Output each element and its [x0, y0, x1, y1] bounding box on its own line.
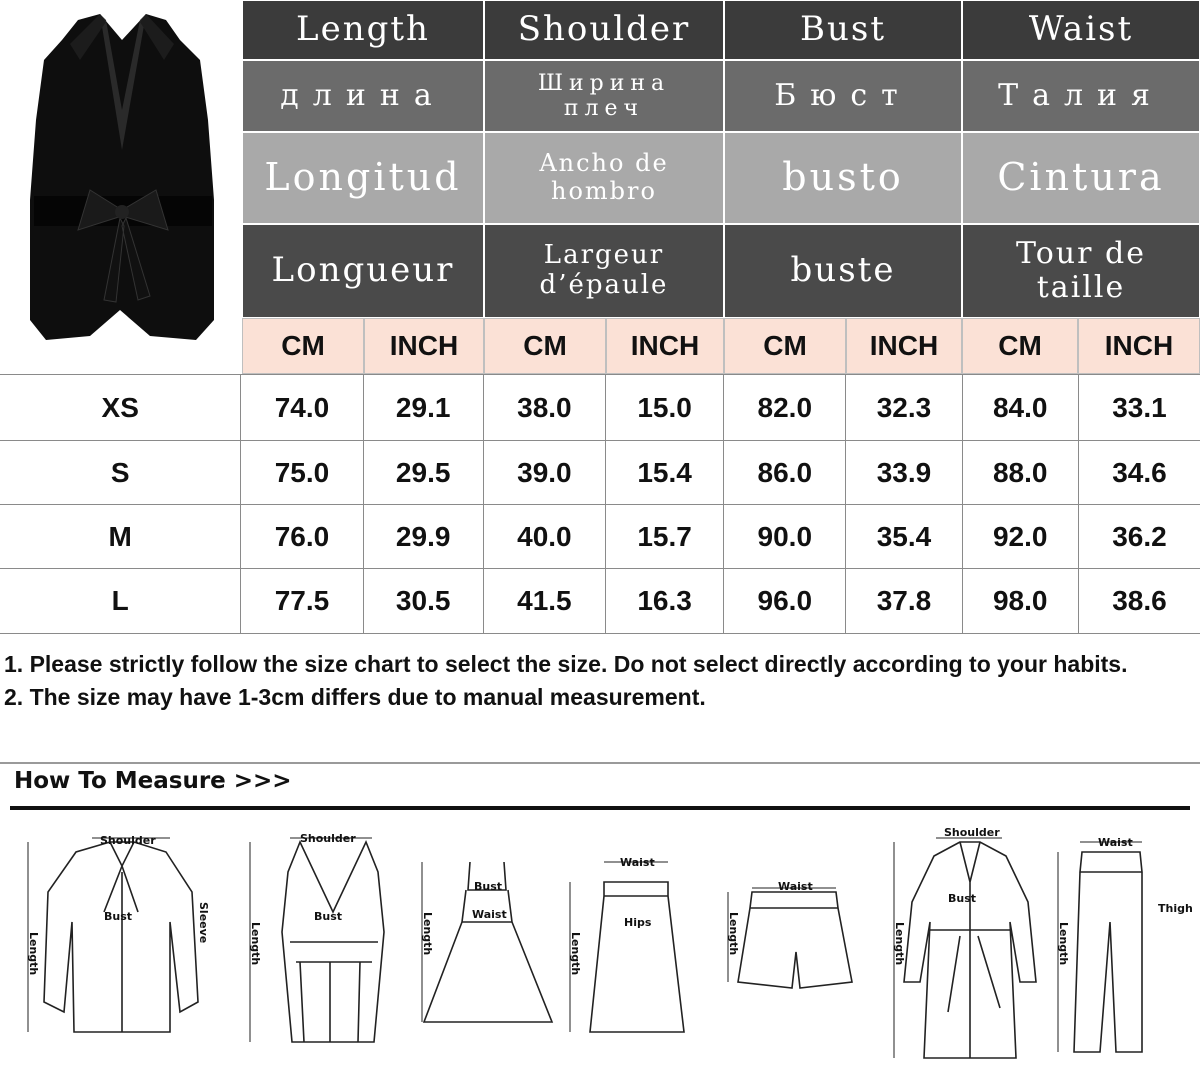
label-length: Length	[249, 922, 262, 966]
table-cell: 75.0	[241, 441, 363, 504]
label-length: Length	[727, 912, 740, 956]
table-cell: 37.8	[846, 569, 962, 633]
header-length-ru: длина	[242, 60, 484, 132]
note-1: 1. Please strictly follow the size chart to select the size. Do not select directly according to your habits.	[4, 651, 1128, 677]
table-cell: 86.0	[724, 441, 846, 504]
label-bust: Bust	[314, 910, 343, 923]
table-cell: 76.0	[241, 505, 363, 568]
header-waist-en: Waist	[962, 0, 1200, 60]
label-thigh: Thigh	[1158, 902, 1193, 915]
header-shoulder-ru: Ширина плеч	[484, 60, 724, 132]
size-label: M	[0, 505, 241, 568]
table-cell: 82.0	[724, 375, 846, 440]
label-length: Length	[27, 932, 40, 976]
header-bust-es: busto	[724, 132, 962, 224]
table-cell: 35.4	[846, 505, 962, 568]
label-waist: Waist	[472, 908, 507, 921]
table-cell: 84.0	[963, 375, 1079, 440]
table-cell: 33.9	[846, 441, 962, 504]
table-row	[0, 568, 1200, 634]
table-cell: 15.7	[606, 505, 724, 568]
unit-cm: CM	[242, 318, 364, 374]
unit-cm: CM	[962, 318, 1078, 374]
unit-cm: CM	[724, 318, 846, 374]
table-cell: 30.5	[364, 569, 484, 633]
table-row	[0, 504, 1200, 568]
table-cell: 38.0	[484, 375, 606, 440]
table-cell: 40.0	[484, 505, 606, 568]
header-waist-ru: Талия	[962, 60, 1200, 132]
how-to-measure-title: How To Measure >>>	[14, 768, 292, 794]
product-image-black-vest	[0, 0, 242, 372]
header-bust-fr: buste	[724, 224, 962, 318]
unit-inch: INCH	[1078, 318, 1200, 374]
header-length-fr: Longueur	[242, 224, 484, 318]
unit-cm: CM	[484, 318, 606, 374]
table-cell: 29.5	[364, 441, 484, 504]
table-cell: 74.0	[241, 375, 363, 440]
note-2: 2. The size may have 1-3cm differs due to manual measurement.	[4, 684, 706, 710]
header-shoulder-en: Shoulder	[484, 0, 724, 60]
table-cell: 41.5	[484, 569, 606, 633]
divider	[0, 762, 1200, 764]
header-length-es: Longitud	[242, 132, 484, 224]
label-sleeve: Sleeve	[197, 902, 210, 944]
label-shoulder: Shoulder	[300, 832, 356, 845]
label-waist: Waist	[1098, 836, 1133, 849]
table-cell: 96.0	[724, 569, 846, 633]
label-hips: Hips	[624, 916, 652, 929]
label-waist: Waist	[778, 880, 813, 893]
size-label: S	[0, 441, 241, 504]
label-waist: Waist	[620, 856, 655, 869]
size-label: XS	[0, 375, 241, 440]
table-cell: 39.0	[484, 441, 606, 504]
header-waist-es: Cintura	[962, 132, 1200, 224]
table-cell: 33.1	[1112, 391, 1167, 423]
label-bust: Bust	[104, 910, 133, 923]
table-cell: 15.0	[606, 375, 724, 440]
table-cell: 15.4	[606, 441, 724, 504]
table-cell: 92.0	[963, 505, 1079, 568]
header-bust-ru: Бюст	[724, 60, 962, 132]
measure-diagrams	[0, 812, 1200, 1072]
unit-inch: INCH	[846, 318, 962, 374]
header-shoulder-fr: Largeur d’épaule	[484, 224, 724, 318]
label-shoulder: Shoulder	[944, 826, 1000, 839]
label-length: Length	[421, 912, 434, 956]
unit-inch: INCH	[364, 318, 484, 374]
label-length: Length	[893, 922, 906, 966]
table-cell: 32.3	[846, 375, 962, 440]
label-bust: Bust	[948, 892, 977, 905]
table-cell: 16.3	[606, 569, 724, 633]
header-shoulder-es: Ancho de hombro	[484, 132, 724, 224]
table-row	[0, 374, 1200, 440]
table-cell: 38.6	[1112, 585, 1167, 616]
label-length: Length	[569, 932, 582, 976]
table-cell: 88.0	[963, 441, 1079, 504]
label-shoulder: Shoulder	[100, 834, 156, 847]
label-bust: Bust	[474, 880, 503, 893]
table-cell: 29.9	[364, 505, 484, 568]
table-row	[0, 440, 1200, 504]
table-cell: 34.6	[1112, 456, 1167, 488]
divider	[10, 806, 1190, 810]
table-cell: 98.0	[963, 569, 1079, 633]
table-cell: 77.5	[241, 569, 363, 633]
size-notes	[4, 648, 1194, 714]
table-cell: 29.1	[364, 375, 484, 440]
size-label: L	[0, 569, 241, 633]
header-bust-en: Bust	[724, 0, 962, 60]
unit-inch: INCH	[606, 318, 724, 374]
table-cell: 90.0	[724, 505, 846, 568]
header-waist-fr: Tour de taille	[962, 224, 1200, 318]
label-length: Length	[1057, 922, 1070, 966]
table-cell: 36.2	[1112, 520, 1167, 552]
header-length-en: Length	[242, 0, 484, 60]
